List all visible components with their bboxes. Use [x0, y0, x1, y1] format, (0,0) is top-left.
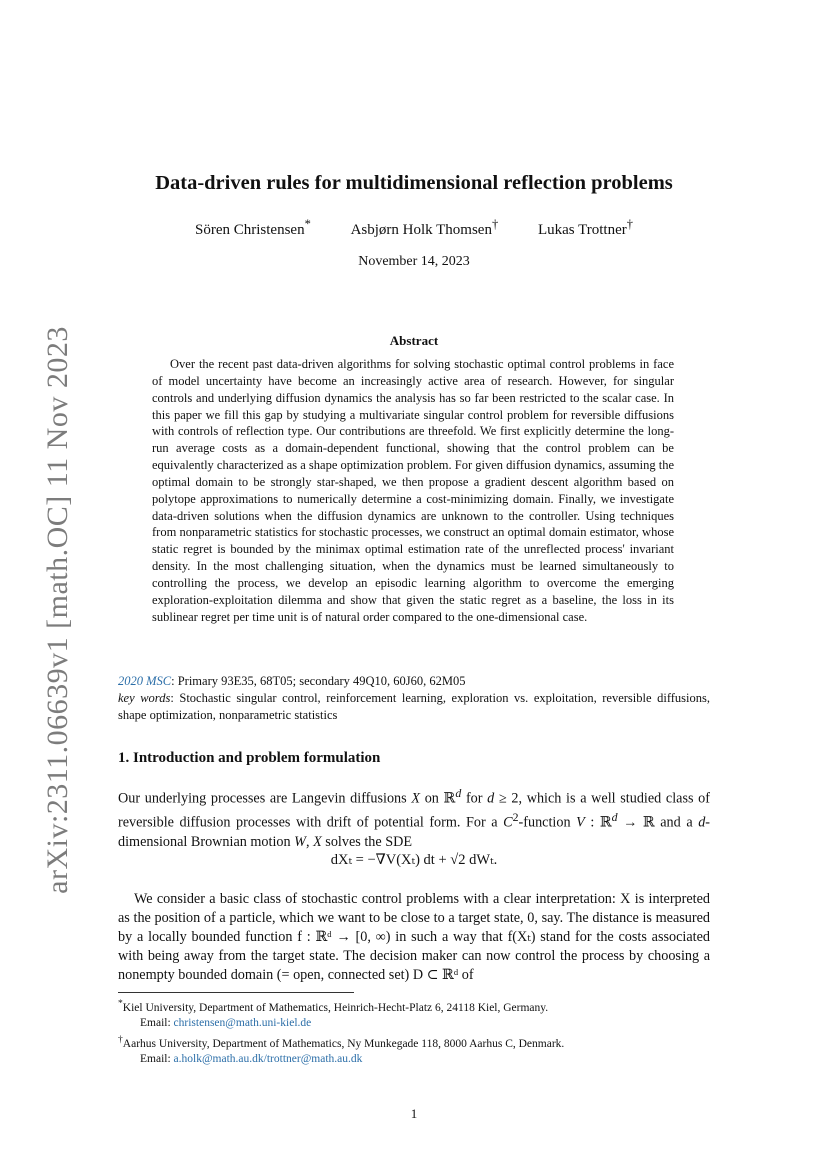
author-list [0, 217, 828, 239]
classification-block [118, 673, 710, 724]
author: Asbjørn Holk Thomsen† [350, 217, 499, 238]
footnotes [118, 996, 718, 1068]
publication-date: November 14, 2023 [358, 254, 470, 269]
author: Sören Christensen* [195, 217, 311, 238]
page-number: 1 [410, 1106, 418, 1121]
sde-equation: dXₜ = −∇V(Xₜ) dt + √2 dWₜ. [330, 852, 498, 868]
intro-paragraph-1: Our underlying processes are Langevin diffusions X on ℝ$^d$ for d ≥ 2, which is a well studied class of reversible diffusion processes with drift of potential form. For a $C^2$-function V : ℝ$^d$ → ℝ and a d-dimensional Brownian motion W, X solves the SDE [118, 786, 711, 850]
arxiv-sidebar [38, 326, 78, 894]
footnote: *Kiel University, Department of Mathematics, Heinrich-Hecht-Platz 6, 24118 Kiel, Germany. [118, 998, 549, 1014]
author: Lukas Trottner† [537, 217, 633, 238]
abstract-text: Over the recent past data-driven algorithms for solving stochastic optimal control problems in face of model uncertainty have become an increasingly active area of research. However, for singular controls and underlying diffusion dynamics the analysis has so far been restricted to the scalar case. In this paper we fill this gap by studying a multivariate singular control problem for reversible diffusions with controls of reflection type. Our contributions are threefold. We first explicitly determine the long-run average costs as a domain-dependent functional, showing that the control problem can be equivalently characterized as a shape optimization problem. For given diffusion dynamics, assuming the optimal domain to be strongly star-shaped, we then propose a gradient descent algorithm based on polytope approximations to numerically determine a cost-minimizing domain. Finally, we investigate data-driven solutions when the diffusion dynamics are unknown to the controller. Using techniques from nonparametric statistics for stochastic processes, we construct an optimal domain estimator, whose static regret is bounded by the minimax optimal estimation rate of the unreflected process' invariant density. In the most challenging situation, when the dynamics must be learned simultaneously to controlling the process, we develop an episodic learning algorithm to overcome the emerging exploration-exploitation dilemma and show that given the static regret as a baseline, the loss in its sublinear regret per time unit is of natural order compared to the one-dimensional case. [152, 357, 674, 624]
footnote-email: Email: christensen@math.uni-kiel.de [140, 1017, 312, 1030]
keywords-line: key words: Stochastic singular control, reinforcement learning, exploration vs. exploitation, reversible diffusions, shape optimization, nonparametric statistics [118, 691, 711, 722]
section-heading: 1. Introduction and problem formulation [118, 750, 381, 766]
footnote-email: Email: a.holk@math.au.dk/trottner@math.au.dk [140, 1053, 363, 1066]
footnote: †Aarhus University, Department of Mathematics, Ny Munkegade 118, 8000 Aarhus C, Denmark. [118, 1033, 565, 1050]
arxiv-identifier: arXiv:2311.06639v1 [math.OC] 11 Nov 2023 [41, 326, 74, 894]
abstract-heading: Abstract [389, 333, 439, 348]
paper-title: Data-driven rules for multidimensional reflection problems [155, 172, 673, 194]
footnote-divider [118, 992, 354, 993]
msc-link[interactable]: 2020 MSC [118, 674, 172, 688]
intro-paragraph-2: We consider a basic class of stochastic control problems with a clear interpretation: X is interpreted as the position of a particle, which we want to be close to a target state, 0, say. The distance is measured by a locally bounded function f : ℝᵈ → [0, ∞) in such a way that f(Xₜ) stand for the costs associated with being away from the target state. The decision maker can now control the process by choosing a nonempty bounded domain (= open, connected set) D ⊂ ℝᵈ of [118, 891, 710, 983]
email-link[interactable]: a.holk@math.au.dk/trottner@math.au.dk [173, 1053, 363, 1066]
email-link[interactable]: christensen@math.uni-kiel.de [173, 1017, 312, 1030]
msc-line: 2020 MSC: Primary 93E35, 68T05; secondary 49Q10, 60J60, 62M05 [118, 674, 466, 688]
